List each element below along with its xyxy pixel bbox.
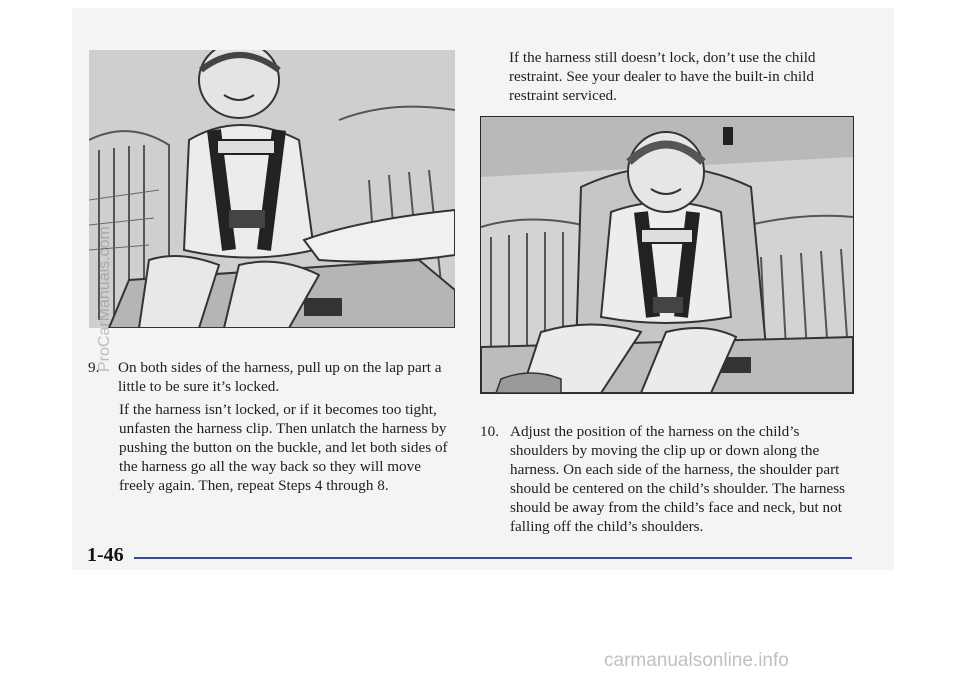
step-9-text: On both sides of the harness, pull up on the lap part a little to be sure it’s locked.	[118, 359, 442, 395]
paragraph-harness-not-locking: If the harness still doesn’t lock, don’t use the child restraint. See your dealer to have the built-in child restraint serviced.	[509, 49, 816, 104]
illustration-right-drawing	[481, 117, 853, 393]
paragraph-harness-unlocked: If the harness isn’t locked, or if it becomes too tight, unfasten the harness clip. Then unlatch the harness by pushing the button on the buckle, and let both sides of the harness go all the way back so they will move freely again. Then, repeat Steps 4 through 8.	[119, 401, 448, 494]
step-10	[480, 422, 860, 536]
page-number: 1-46	[87, 544, 124, 566]
manual-page	[72, 8, 894, 570]
illustration-child-harness-adjusted	[480, 116, 854, 394]
step-9-number: 9.	[88, 359, 100, 376]
illustration-left-drawing	[89, 50, 455, 328]
step-10-number: 10.	[480, 423, 499, 440]
watermark-bottom: carmanualsonline.info	[604, 650, 789, 671]
footer-rule	[134, 557, 852, 559]
illustration-child-harness-lap-check	[89, 50, 455, 328]
step-9	[88, 358, 458, 396]
step-10-text: Adjust the position of the harness on the child’s shoulders by moving the clip up or down along the harness. On each side of the harness, the shoulder part should be centered on the child’s shoulder. The harness should be away from the child’s face and neck, but not falling off the child’s shoulders.	[510, 423, 846, 535]
watermark-side: ProCarManuals.com	[96, 226, 113, 372]
